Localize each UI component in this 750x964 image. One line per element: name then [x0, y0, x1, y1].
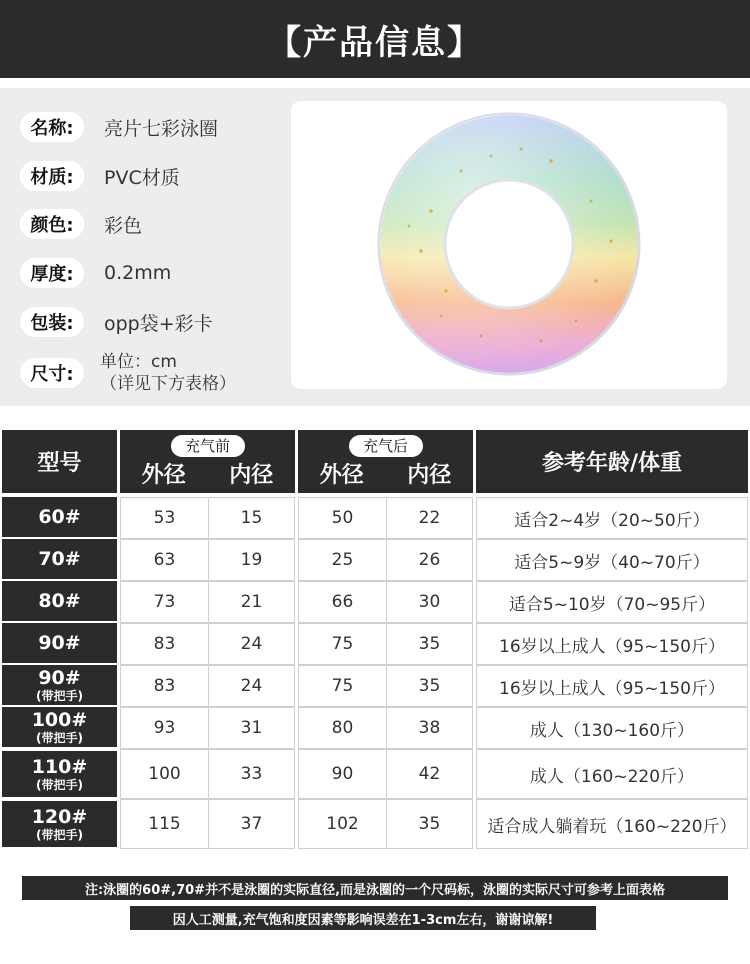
- model-cell: 110# (带把手): [2, 751, 117, 797]
- after-outer-cell: 66: [298, 581, 387, 623]
- before-inner-cell: 24: [208, 665, 295, 707]
- info-row-size: [20, 350, 236, 396]
- age-weight-cell: 适合成人躺着玩（160~220斤）: [476, 799, 748, 849]
- size-note: （详见下方表格）: [100, 374, 236, 394]
- swim-ring-image: [291, 101, 727, 389]
- model-cell: 80#: [2, 581, 117, 621]
- page-title: 【产品信息】: [267, 22, 483, 63]
- page-header: [0, 0, 750, 78]
- before-outer-header: 外径: [141, 462, 186, 488]
- age-weight-cell: 成人（160~220斤）: [476, 749, 748, 799]
- info-row-thickness: [20, 256, 171, 290]
- header-age-weight: 参考年龄/体重: [476, 430, 748, 493]
- info-value: 彩色: [104, 214, 143, 237]
- age-weight-cell: 成人（130~160斤）: [476, 707, 748, 749]
- info-value: opp袋+彩卡: [104, 312, 213, 335]
- model-cell: 90# (带把手): [2, 665, 117, 705]
- before-inner-cell: 21: [208, 581, 295, 623]
- before-outer-cell: 73: [120, 581, 209, 623]
- info-label: 尺寸:: [20, 358, 84, 388]
- info-value: [100, 351, 236, 395]
- before-outer-cell: 115: [120, 799, 209, 849]
- after-inner-cell: 38: [386, 707, 473, 749]
- after-inner-cell: 35: [386, 665, 473, 707]
- after-outer-cell: 25: [298, 539, 387, 581]
- before-outer-cell: 63: [120, 539, 209, 581]
- product-image-card: [291, 101, 727, 389]
- before-inner-cell: 31: [208, 707, 295, 749]
- info-row-packaging: [20, 305, 213, 339]
- before-inner-header: 内径: [229, 462, 274, 488]
- model-cell: 100# (带把手): [2, 707, 117, 747]
- after-outer-cell: 75: [298, 665, 387, 707]
- info-label: 包装:: [20, 307, 84, 337]
- before-outer-cell: 83: [120, 623, 209, 665]
- before-inner-cell: 24: [208, 623, 295, 665]
- age-weight-cell: 适合5~9岁（40~70斤）: [476, 539, 748, 581]
- after-inflation-pill: 充气后: [349, 435, 423, 457]
- after-inner-cell: 26: [386, 539, 473, 581]
- model-cell: 90#: [2, 623, 117, 663]
- after-outer-header: 外径: [319, 462, 364, 488]
- info-value: 亮片七彩泳圈: [104, 117, 219, 140]
- info-row-name: [20, 110, 218, 144]
- before-inflation-pill: 充气前: [171, 435, 245, 457]
- age-weight-cell: 适合2~4岁（20~50斤）: [476, 497, 748, 539]
- age-weight-cell: 16岁以上成人（95~150斤）: [476, 665, 748, 707]
- before-outer-cell: 100: [120, 749, 209, 799]
- info-label: 颜色:: [20, 209, 84, 239]
- model-cell: 120# (带把手): [2, 801, 117, 847]
- before-sub-headers: [120, 458, 295, 489]
- before-outer-cell: 93: [120, 707, 209, 749]
- before-outer-cell: 53: [120, 497, 209, 539]
- info-row-material: [20, 159, 180, 193]
- info-label: 厚度:: [20, 258, 84, 288]
- after-inner-cell: 42: [386, 749, 473, 799]
- after-sub-headers: [298, 458, 473, 489]
- after-inner-header: 内径: [407, 462, 452, 488]
- footnote-2: 因人工测量,充气饱和度因素等影响误差在1-3cm左右，谢谢谅解!: [130, 906, 596, 930]
- before-inner-cell: 15: [208, 497, 295, 539]
- before-inner-cell: 33: [208, 749, 295, 799]
- after-outer-cell: 90: [298, 749, 387, 799]
- after-outer-cell: 75: [298, 623, 387, 665]
- age-weight-cell: 适合5~10岁（70~95斤）: [476, 581, 748, 623]
- header-after-group: [298, 430, 473, 493]
- after-inner-cell: 22: [386, 497, 473, 539]
- header-before-group: [120, 430, 295, 493]
- info-value: PVC材质: [104, 166, 180, 189]
- after-inner-cell: 30: [386, 581, 473, 623]
- size-unit: 单位：cm: [100, 352, 177, 372]
- model-cell: 60#: [2, 497, 117, 537]
- after-outer-cell: 102: [298, 799, 387, 849]
- before-inner-cell: 19: [208, 539, 295, 581]
- model-cell: 70#: [2, 539, 117, 579]
- info-row-color: [20, 207, 142, 241]
- after-outer-cell: 80: [298, 707, 387, 749]
- after-inner-cell: 35: [386, 799, 473, 849]
- age-weight-cell: 16岁以上成人（95~150斤）: [476, 623, 748, 665]
- before-outer-cell: 83: [120, 665, 209, 707]
- info-label: 材质:: [20, 161, 84, 191]
- before-inner-cell: 37: [208, 799, 295, 849]
- footnote-1: 注:泳圈的60#,70#并不是泳圈的实际直径,而是泳圈的一个尺码标，泳圈的实际尺寸可参考上面表格: [22, 876, 728, 900]
- info-value: 0.2mm: [104, 262, 172, 284]
- after-outer-cell: 50: [298, 497, 387, 539]
- info-label: 名称:: [20, 112, 84, 142]
- after-inner-cell: 35: [386, 623, 473, 665]
- header-model: 型号: [2, 430, 117, 493]
- product-info-panel: [0, 88, 750, 406]
